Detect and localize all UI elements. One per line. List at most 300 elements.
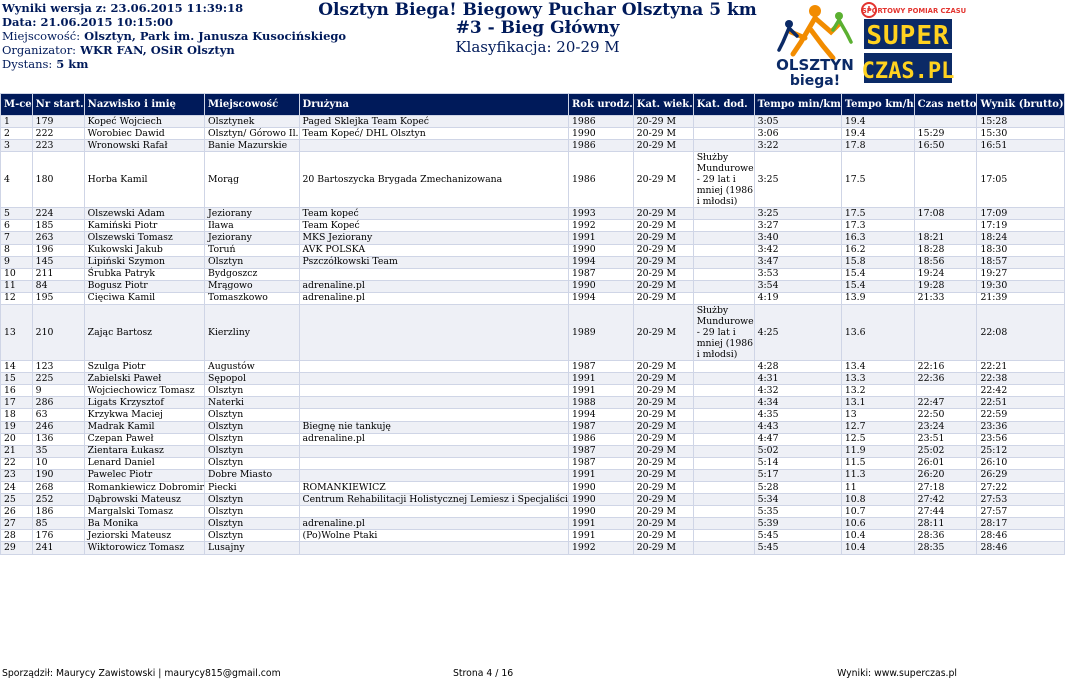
cell-speed: 15.8: [841, 256, 914, 268]
cell-extra-cat: [693, 457, 754, 469]
cell-extra-cat: [693, 128, 754, 140]
cell-start-no: 123: [32, 361, 84, 373]
cell-name: Romankiewicz Dobromir: [84, 481, 204, 493]
cell-year: 1986: [568, 152, 633, 208]
table-row: [1, 268, 1065, 280]
cell-place: 15: [1, 373, 33, 385]
cell-team: [299, 409, 568, 421]
cell-city: Olsztyn: [205, 494, 300, 506]
cell-net-time: 23:24: [914, 421, 977, 433]
cell-year: 1994: [568, 256, 633, 268]
cell-pace: 3:53: [754, 268, 841, 280]
distance-label: Dystans:: [2, 57, 53, 71]
cell-speed: 15.4: [841, 280, 914, 292]
cell-speed: 12.7: [841, 421, 914, 433]
cell-net-time: 19:24: [914, 268, 977, 280]
cell-pace: 3:40: [754, 232, 841, 244]
cell-place: 12: [1, 292, 33, 304]
cell-start-no: 145: [32, 256, 84, 268]
cell-pace: 3:25: [754, 208, 841, 220]
cell-gross-time: 18:30: [977, 244, 1064, 256]
cell-pace: 5:34: [754, 494, 841, 506]
cell-speed: 19.4: [841, 116, 914, 128]
cell-age-cat: 20-29 M: [633, 421, 693, 433]
page-title: [300, 0, 775, 56]
cell-gross-time: 28:17: [977, 518, 1064, 530]
cell-net-time: 19:28: [914, 280, 977, 292]
cell-pace: 5:02: [754, 445, 841, 457]
cell-year: 1987: [568, 361, 633, 373]
cell-net-time: 27:42: [914, 494, 977, 506]
table-row: [1, 280, 1065, 292]
cell-age-cat: 20-29 M: [633, 152, 693, 208]
cell-gross-time: 25:12: [977, 445, 1064, 457]
cell-year: 1991: [568, 518, 633, 530]
cell-name: Szulga Piotr: [84, 361, 204, 373]
cell-gross-time: 17:19: [977, 220, 1064, 232]
col-header-city: Miejscowość: [205, 94, 300, 116]
cell-speed: 17.8: [841, 140, 914, 152]
cell-age-cat: 20-29 M: [633, 542, 693, 554]
table-row: [1, 116, 1065, 128]
cell-place: 29: [1, 542, 33, 554]
cell-gross-time: 16:51: [977, 140, 1064, 152]
date-line: [2, 15, 346, 29]
cell-age-cat: 20-29 M: [633, 433, 693, 445]
footer-page-number: Strona 4 / 16: [453, 668, 514, 679]
cell-start-no: 136: [32, 433, 84, 445]
cell-city: Sępopol: [205, 373, 300, 385]
cell-pace: 5:17: [754, 469, 841, 481]
cell-age-cat: 20-29 M: [633, 361, 693, 373]
cell-year: 1991: [568, 469, 633, 481]
place-label: Miejscowość:: [2, 29, 81, 43]
cell-pace: 4:32: [754, 385, 841, 397]
table-row: [1, 409, 1065, 421]
cell-net-time: 22:47: [914, 397, 977, 409]
cell-age-cat: 20-29 M: [633, 530, 693, 542]
col-header-team: Drużyna: [299, 94, 568, 116]
cell-team: (Po)Wolne Ptaki: [299, 530, 568, 542]
cell-team: Paged Sklejka Team Kopeć: [299, 116, 568, 128]
cell-place: 24: [1, 481, 33, 493]
cell-extra-cat: [693, 506, 754, 518]
col-header-name: Nazwisko i imię: [84, 94, 204, 116]
cell-gross-time: 22:08: [977, 305, 1064, 361]
cell-year: 1989: [568, 305, 633, 361]
cell-extra-cat: [693, 409, 754, 421]
cell-pace: 5:28: [754, 481, 841, 493]
cell-extra-cat: [693, 292, 754, 304]
cell-pace: 3:25: [754, 152, 841, 208]
cell-net-time: 22:16: [914, 361, 977, 373]
cell-place: 2: [1, 128, 33, 140]
cell-team: adrenaline.pl: [299, 280, 568, 292]
cell-start-no: 241: [32, 542, 84, 554]
cell-gross-time: 19:27: [977, 268, 1064, 280]
cell-pace: 5:14: [754, 457, 841, 469]
table-row: [1, 140, 1065, 152]
cell-speed: 15.4: [841, 268, 914, 280]
cell-pace: 5:39: [754, 518, 841, 530]
cell-start-no: 286: [32, 397, 84, 409]
cell-place: 18: [1, 409, 33, 421]
superczas-logo: [856, 1, 967, 87]
cell-age-cat: 20-29 M: [633, 256, 693, 268]
cell-speed: 10.4: [841, 542, 914, 554]
table-row: [1, 445, 1065, 457]
cell-city: Lusajny: [205, 542, 300, 554]
cell-net-time: [914, 385, 977, 397]
cell-start-no: 268: [32, 481, 84, 493]
cell-speed: 13.6: [841, 305, 914, 361]
cell-team: AVK POLSKA: [299, 244, 568, 256]
cell-place: 26: [1, 506, 33, 518]
cell-start-no: 196: [32, 244, 84, 256]
cell-gross-time: 23:36: [977, 421, 1064, 433]
cell-age-cat: 20-29 M: [633, 305, 693, 361]
race-title: #3 - Bieg Główny: [455, 18, 620, 38]
table-row: [1, 208, 1065, 220]
cell-speed: 17.5: [841, 208, 914, 220]
cell-extra-cat: [693, 256, 754, 268]
table-row: [1, 481, 1065, 493]
cell-city: Kierzliny: [205, 305, 300, 361]
cell-net-time: 28:36: [914, 530, 977, 542]
cell-team: [299, 469, 568, 481]
cell-year: 1990: [568, 128, 633, 140]
cell-net-time: 28:11: [914, 518, 977, 530]
cell-extra-cat: [693, 232, 754, 244]
cell-speed: 13.9: [841, 292, 914, 304]
cell-place: 11: [1, 280, 33, 292]
cell-year: 1986: [568, 140, 633, 152]
cell-year: 1986: [568, 116, 633, 128]
cell-start-no: 9: [32, 385, 84, 397]
olsztyn-biega-logo: [775, 2, 855, 88]
place-value: Olsztyn, Park im. Janusza Kusocińskiego: [84, 29, 347, 43]
cell-gross-time: 21:39: [977, 292, 1064, 304]
cell-name: Ba Monika: [84, 518, 204, 530]
organizer-label: Organizator:: [2, 43, 77, 57]
cell-extra-cat: [693, 445, 754, 457]
cell-year: 1991: [568, 530, 633, 542]
cell-place: 10: [1, 268, 33, 280]
cell-pace: 3:27: [754, 220, 841, 232]
cell-age-cat: 20-29 M: [633, 481, 693, 493]
cell-city: Olsztynek: [205, 116, 300, 128]
cell-place: 22: [1, 457, 33, 469]
cell-net-time: 27:44: [914, 506, 977, 518]
cell-year: 1991: [568, 232, 633, 244]
cell-start-no: 190: [32, 469, 84, 481]
cell-gross-time: 28:46: [977, 530, 1064, 542]
cell-city: Bydgoszcz: [205, 268, 300, 280]
cell-name: Lipiński Szymon: [84, 256, 204, 268]
cell-name: Margalski Tomasz: [84, 506, 204, 518]
superczas-tagline: SPORTOWY POMIAR CZASU: [861, 7, 967, 15]
cell-team: Team Kopeć/ DHL Olsztyn: [299, 128, 568, 140]
cell-city: Olsztyn: [205, 256, 300, 268]
table-row: [1, 292, 1065, 304]
cell-age-cat: 20-29 M: [633, 494, 693, 506]
cell-start-no: 176: [32, 530, 84, 542]
footer-results-link: Wyniki: www.superczas.pl: [837, 668, 957, 679]
cell-year: 1994: [568, 409, 633, 421]
cell-gross-time: 26:29: [977, 469, 1064, 481]
cell-net-time: 22:36: [914, 373, 977, 385]
cell-city: Augustów: [205, 361, 300, 373]
date-label: Data:: [2, 15, 37, 29]
cell-team: [299, 457, 568, 469]
cell-gross-time: 27:57: [977, 506, 1064, 518]
cell-speed: 10.7: [841, 506, 914, 518]
cell-net-time: [914, 220, 977, 232]
cell-pace: 3:47: [754, 256, 841, 268]
cell-net-time: 27:18: [914, 481, 977, 493]
cell-start-no: 185: [32, 220, 84, 232]
cell-start-no: 263: [32, 232, 84, 244]
biega-logo-text: biega!: [789, 73, 841, 89]
cell-start-no: 179: [32, 116, 84, 128]
cell-extra-cat: [693, 385, 754, 397]
cell-team: MKS Jeziorany: [299, 232, 568, 244]
table-row: [1, 220, 1065, 232]
cell-city: Olsztyn: [205, 433, 300, 445]
cell-start-no: 85: [32, 518, 84, 530]
table-row: [1, 506, 1065, 518]
cell-gross-time: 27:22: [977, 481, 1064, 493]
cell-start-no: 63: [32, 409, 84, 421]
cell-pace: 4:35: [754, 409, 841, 421]
cell-team: Pszczółkowski Team: [299, 256, 568, 268]
cell-name: Wronowski Rafał: [84, 140, 204, 152]
cell-team: 20 Bartoszycka Brygada Zmechanizowana: [299, 152, 568, 208]
cell-speed: 17.3: [841, 220, 914, 232]
cell-speed: 13.2: [841, 385, 914, 397]
cell-speed: 19.4: [841, 128, 914, 140]
cell-speed: 10.6: [841, 518, 914, 530]
table-row: [1, 469, 1065, 481]
table-row: [1, 494, 1065, 506]
cell-start-no: 180: [32, 152, 84, 208]
cell-net-time: 26:01: [914, 457, 977, 469]
cell-name: Pawelec Piotr: [84, 469, 204, 481]
cell-place: 7: [1, 232, 33, 244]
cell-name: Śrubka Patryk: [84, 268, 204, 280]
cell-speed: 11.5: [841, 457, 914, 469]
cell-team: Team Kopeć: [299, 220, 568, 232]
cell-age-cat: 20-29 M: [633, 292, 693, 304]
cell-place: 19: [1, 421, 33, 433]
cell-gross-time: 15:28: [977, 116, 1064, 128]
cell-year: 1987: [568, 457, 633, 469]
cell-place: 17: [1, 397, 33, 409]
cell-age-cat: 20-29 M: [633, 506, 693, 518]
cell-net-time: 22:50: [914, 409, 977, 421]
cell-speed: 11.9: [841, 445, 914, 457]
cell-net-time: 21:33: [914, 292, 977, 304]
table-row: [1, 373, 1065, 385]
cell-extra-cat: [693, 280, 754, 292]
cell-start-no: 246: [32, 421, 84, 433]
table-row: [1, 421, 1065, 433]
date-value: 21.06.2015 10:15:00: [40, 15, 173, 29]
cell-net-time: 18:21: [914, 232, 977, 244]
cell-age-cat: 20-29 M: [633, 244, 693, 256]
cell-city: Naterki: [205, 397, 300, 409]
cell-net-time: 28:35: [914, 542, 977, 554]
cell-extra-cat: [693, 220, 754, 232]
cell-year: 1990: [568, 494, 633, 506]
cell-extra-cat: [693, 494, 754, 506]
cell-age-cat: 20-29 M: [633, 457, 693, 469]
cell-net-time: 16:50: [914, 140, 977, 152]
col-header-start-no: Nr start.: [32, 94, 84, 116]
cell-place: 1: [1, 116, 33, 128]
table-row: [1, 232, 1065, 244]
cell-city: Olsztyn: [205, 421, 300, 433]
cell-gross-time: 22:59: [977, 409, 1064, 421]
cell-year: 1988: [568, 397, 633, 409]
cell-city: Piecki: [205, 481, 300, 493]
cell-pace: 3:22: [754, 140, 841, 152]
cell-start-no: 84: [32, 280, 84, 292]
table-row: [1, 457, 1065, 469]
col-header-place: M-ce: [1, 94, 33, 116]
cell-gross-time: 15:30: [977, 128, 1064, 140]
table-row: [1, 361, 1065, 373]
distance-value: 5 km: [56, 57, 89, 71]
cell-name: Kamiński Piotr: [84, 220, 204, 232]
cell-year: 1992: [568, 220, 633, 232]
cell-speed: 10.4: [841, 530, 914, 542]
cell-gross-time: 22:38: [977, 373, 1064, 385]
footer-author: Sporządził: Maurycy Zawistowski | maurycy815@gmail.com: [2, 668, 281, 679]
cell-age-cat: 20-29 M: [633, 116, 693, 128]
cell-age-cat: 20-29 M: [633, 385, 693, 397]
cell-name: Bogusz Piotr: [84, 280, 204, 292]
col-header-speed: Tempo km/h: [841, 94, 914, 116]
cell-team: ROMANKIEWICZ: [299, 481, 568, 493]
cell-gross-time: 18:24: [977, 232, 1064, 244]
cell-start-no: 225: [32, 373, 84, 385]
cell-year: 1990: [568, 244, 633, 256]
cell-start-no: 210: [32, 305, 84, 361]
cell-team: [299, 445, 568, 457]
cell-year: 1990: [568, 506, 633, 518]
cell-start-no: 224: [32, 208, 84, 220]
cell-speed: 17.5: [841, 152, 914, 208]
cell-place: 16: [1, 385, 33, 397]
cell-name: Kukowski Jakub: [84, 244, 204, 256]
cell-net-time: [914, 116, 977, 128]
cell-pace: 3:05: [754, 116, 841, 128]
cell-city: Toruń: [205, 244, 300, 256]
cell-speed: 11: [841, 481, 914, 493]
cell-start-no: 252: [32, 494, 84, 506]
cell-city: Olsztyn: [205, 518, 300, 530]
event-info: [2, 1, 346, 71]
table-row: [1, 244, 1065, 256]
olsztyn-logo-text: OLSZTYN: [776, 56, 854, 74]
cell-extra-cat: Służby Mundurowe - 29 lat i mniej (1986 i młodsi): [693, 152, 754, 208]
cell-speed: 13.1: [841, 397, 914, 409]
cell-net-time: 15:29: [914, 128, 977, 140]
cell-pace: 4:34: [754, 397, 841, 409]
table-row: [1, 397, 1065, 409]
cell-gross-time: 22:51: [977, 397, 1064, 409]
cell-city: Tomaszkowo: [205, 292, 300, 304]
cell-place: 21: [1, 445, 33, 457]
cell-net-time: 25:02: [914, 445, 977, 457]
cell-speed: 12.5: [841, 433, 914, 445]
table-row: [1, 256, 1065, 268]
cell-pace: 4:47: [754, 433, 841, 445]
cell-start-no: 35: [32, 445, 84, 457]
cell-name: Madrak Kamil: [84, 421, 204, 433]
cell-age-cat: 20-29 M: [633, 220, 693, 232]
cell-year: 1990: [568, 481, 633, 493]
cell-name: Olszewski Tomasz: [84, 232, 204, 244]
cell-pace: 5:35: [754, 506, 841, 518]
cell-place: 13: [1, 305, 33, 361]
cell-name: Dąbrowski Mateusz: [84, 494, 204, 506]
cell-pace: 3:06: [754, 128, 841, 140]
cell-team: [299, 506, 568, 518]
cell-name: Wiktorowicz Tomasz: [84, 542, 204, 554]
cell-gross-time: 18:57: [977, 256, 1064, 268]
cell-team: Team kopeć: [299, 208, 568, 220]
col-header-net-time: Czas netto: [914, 94, 977, 116]
czas-word: CZAS.PL: [861, 59, 955, 84]
cell-age-cat: 20-29 M: [633, 232, 693, 244]
results-table: [0, 93, 1065, 555]
cell-team: [299, 140, 568, 152]
cell-extra-cat: Służby Mundurowe - 29 lat i mniej (1986 i młodsi): [693, 305, 754, 361]
cell-gross-time: 28:46: [977, 542, 1064, 554]
cell-place: 5: [1, 208, 33, 220]
cell-name: Ligats Krzysztof: [84, 397, 204, 409]
cell-place: 20: [1, 433, 33, 445]
cell-name: Lenard Daniel: [84, 457, 204, 469]
cell-pace: 4:28: [754, 361, 841, 373]
cell-year: 1992: [568, 542, 633, 554]
cell-net-time: [914, 152, 977, 208]
cell-age-cat: 20-29 M: [633, 445, 693, 457]
cell-city: Olsztyn: [205, 530, 300, 542]
cell-year: 1987: [568, 421, 633, 433]
cell-name: Czepan Paweł: [84, 433, 204, 445]
cell-age-cat: 20-29 M: [633, 469, 693, 481]
cell-start-no: 222: [32, 128, 84, 140]
cell-gross-time: 26:10: [977, 457, 1064, 469]
cell-name: Zając Bartosz: [84, 305, 204, 361]
cell-name: Cięciwa Kamil: [84, 292, 204, 304]
cell-extra-cat: [693, 542, 754, 554]
cell-start-no: 223: [32, 140, 84, 152]
cell-name: Zientara Łukasz: [84, 445, 204, 457]
cell-place: 28: [1, 530, 33, 542]
page-footer: [0, 668, 959, 680]
cell-place: 9: [1, 256, 33, 268]
cell-speed: 10.8: [841, 494, 914, 506]
cell-pace: 5:45: [754, 542, 841, 554]
cell-age-cat: 20-29 M: [633, 409, 693, 421]
cell-team: [299, 397, 568, 409]
col-header-year: Rok urodz.: [568, 94, 633, 116]
cell-name: Krzykwa Maciej: [84, 409, 204, 421]
